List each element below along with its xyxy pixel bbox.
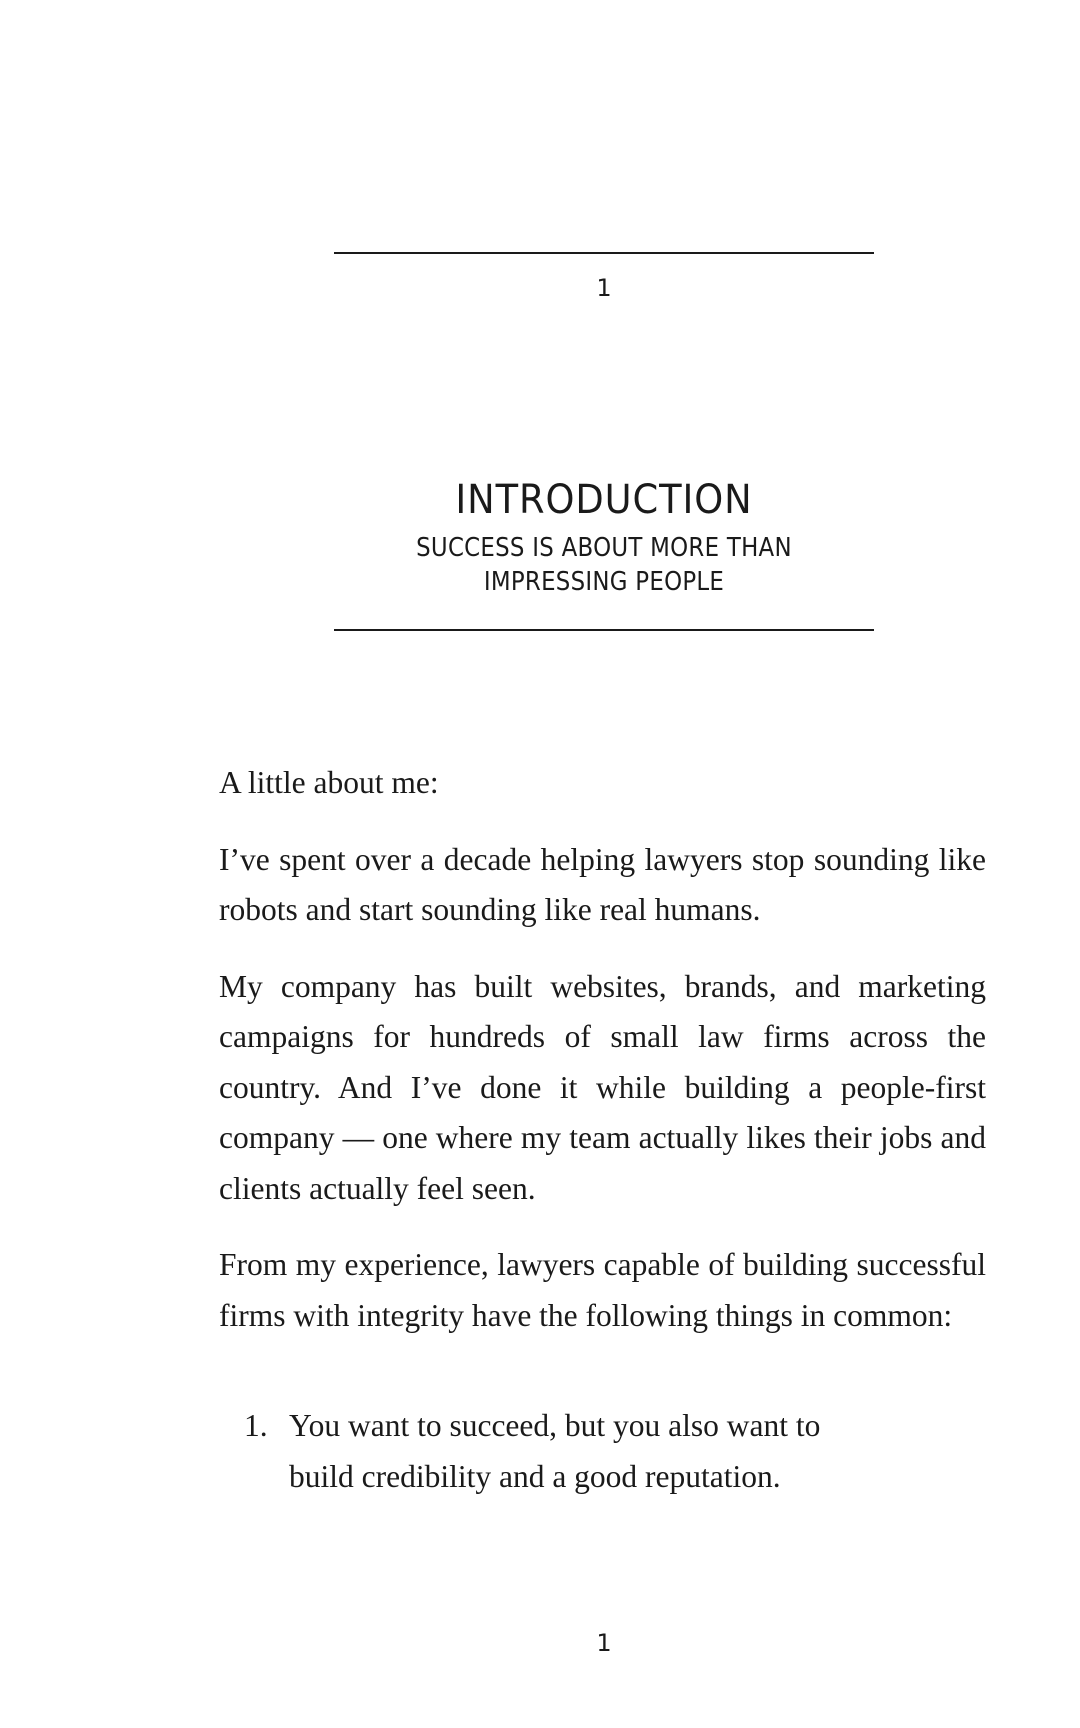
lead-paragraph: A little about me: [219, 765, 439, 800]
numbered-list [219, 1401, 986, 1502]
paragraph: From my experience, lawyers capable of building successful firms with integrity have the following things in common: [219, 1247, 986, 1333]
list-item-text: You want to succeed, but you also want to build credibility and a good reputation. [289, 1408, 821, 1494]
list-item-marker: 1. [244, 1408, 268, 1443]
page-number: 1 [596, 1629, 612, 1657]
paragraph: I’ve spent over a decade helping lawyers stop sounding like robots and start sounding like real humans. [219, 841, 986, 927]
chapter-top-rule [334, 252, 874, 254]
chapter-number: 1 [596, 274, 612, 302]
body-text [219, 758, 986, 1502]
list-item [219, 1401, 849, 1502]
chapter-title: INTRODUCTION [455, 477, 753, 523]
paragraph: My company has built websites, brands, and marketing campaigns for hundreds of small law firms across the country. And I’ve done it while building a people-first company — one where my team actually likes their jobs and clients actually feel seen. [219, 968, 986, 1206]
chapter-bottom-rule [334, 629, 874, 631]
chapter-subtitle: SUCCESS IS ABOUT MORE THAN IMPRESSING PEOPLE [416, 533, 792, 597]
